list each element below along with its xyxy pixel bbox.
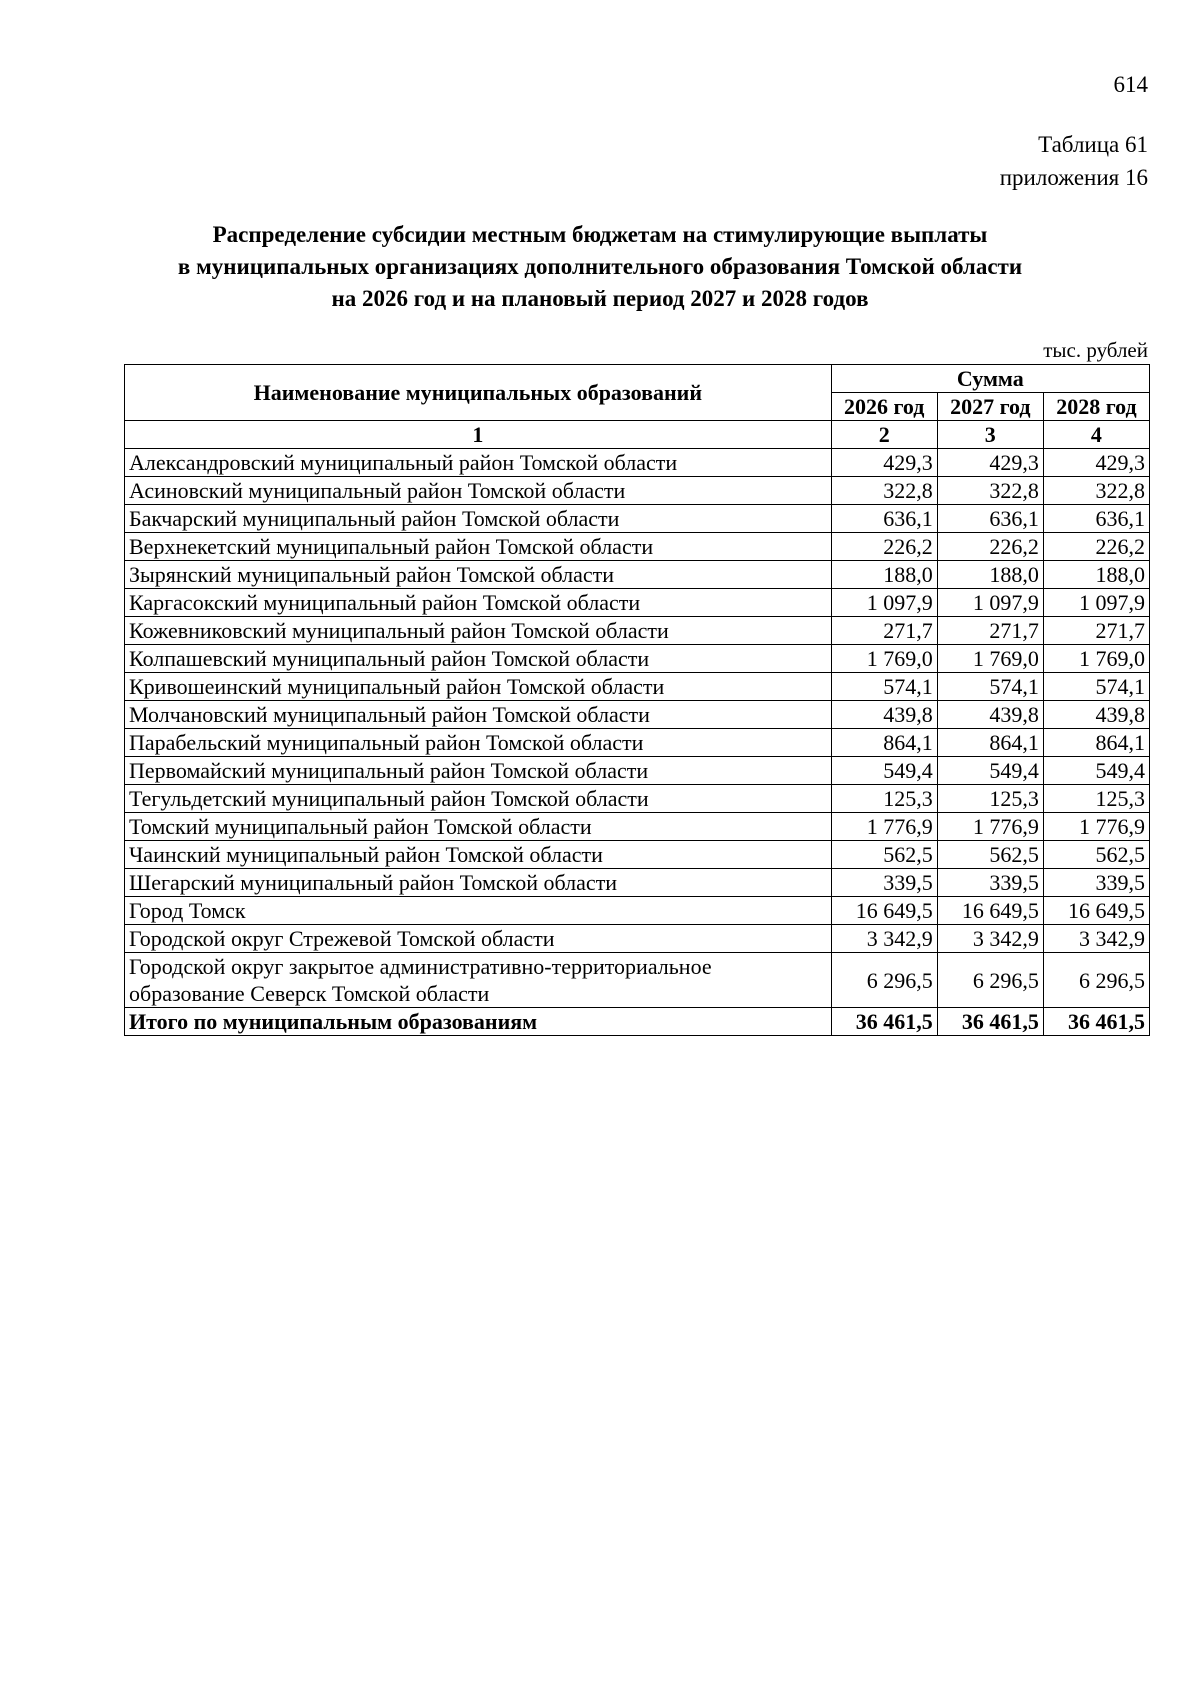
value-2028-cell: 188,0 [1043,561,1149,589]
value-2027-cell: 562,5 [937,841,1043,869]
units-label: тыс. рублей [1043,338,1148,362]
total-label-cell: Итого по муниципальным образованиям [125,1008,832,1036]
value-2027-cell: 226,2 [937,533,1043,561]
table-number: Таблица 61 [1038,132,1148,157]
value-2028-cell: 1 097,9 [1043,589,1149,617]
value-2027-cell: 636,1 [937,505,1043,533]
value-2027-cell: 3 342,9 [937,925,1043,953]
value-2027-cell: 339,5 [937,869,1043,897]
value-2028-cell: 636,1 [1043,505,1149,533]
table-row [125,673,1150,701]
value-2028-cell: 549,4 [1043,757,1149,785]
value-2027-cell: 322,8 [937,477,1043,505]
table-row [125,869,1150,897]
header-year-2026: 2026 год [831,393,937,421]
municipality-name-cell: Томский муниципальный район Томской области [125,813,832,841]
table-row [125,925,1150,953]
value-2027-cell: 6 296,5 [937,953,1043,1008]
value-2026-cell: 125,3 [831,785,937,813]
value-2027-cell: 188,0 [937,561,1043,589]
municipality-name-cell: Кривошеинский муниципальный район Томской области [125,673,832,701]
value-2028-cell: 1 769,0 [1043,645,1149,673]
title-line-1: Распределение субсидии местным бюджетам на стимулирующие выплаты [212,222,988,247]
value-2026-cell: 429,3 [831,449,937,477]
table-row [125,785,1150,813]
total-row [125,1008,1150,1036]
value-2028-cell: 16 649,5 [1043,897,1149,925]
municipality-name-cell: Верхнекетский муниципальный район Томской области [125,533,832,561]
value-2026-cell: 636,1 [831,505,937,533]
value-2026-cell: 271,7 [831,617,937,645]
value-2028-cell: 574,1 [1043,673,1149,701]
table-row [125,841,1150,869]
value-2026-cell: 322,8 [831,477,937,505]
total-2028-cell: 36 461,5 [1043,1008,1149,1036]
value-2028-cell: 322,8 [1043,477,1149,505]
value-2027-cell: 271,7 [937,617,1043,645]
municipality-name-cell: Чаинский муниципальный район Томской области [125,841,832,869]
table-row [125,505,1150,533]
value-2028-cell: 226,2 [1043,533,1149,561]
value-2026-cell: 549,4 [831,757,937,785]
municipality-name-cell: Шегарский муниципальный район Томской области [125,869,832,897]
value-2026-cell: 339,5 [831,869,937,897]
value-2026-cell: 226,2 [831,533,937,561]
table-row [125,645,1150,673]
table-row [125,729,1150,757]
subsidy-table [124,364,1150,1036]
page-number: 614 [1113,72,1148,97]
table-row [125,589,1150,617]
value-2027-cell: 1 776,9 [937,813,1043,841]
value-2026-cell: 3 342,9 [831,925,937,953]
column-number-3: 3 [937,421,1043,449]
column-number-2: 2 [831,421,937,449]
municipality-name-cell: Молчановский муниципальный район Томской области [125,701,832,729]
municipality-name-cell: Тегульдетский муниципальный район Томской области [125,785,832,813]
value-2027-cell: 1 097,9 [937,589,1043,617]
value-2026-cell: 1 776,9 [831,813,937,841]
total-2027-cell: 36 461,5 [937,1008,1043,1036]
value-2026-cell: 562,5 [831,841,937,869]
value-2028-cell: 864,1 [1043,729,1149,757]
value-2026-cell: 16 649,5 [831,897,937,925]
value-2026-cell: 574,1 [831,673,937,701]
value-2027-cell: 125,3 [937,785,1043,813]
municipality-name-cell: Кожевниковский муниципальный район Томской области [125,617,832,645]
municipality-name-cell: Бакчарский муниципальный район Томской области [125,505,832,533]
header-municipality-name: Наименование муниципальных образований [125,365,832,421]
value-2026-cell: 1 097,9 [831,589,937,617]
table-row [125,449,1150,477]
header-year-2027: 2027 год [937,393,1043,421]
table-row [125,477,1150,505]
municipality-name-cell: Городской округ Стрежевой Томской области [125,925,832,953]
municipality-name-cell: Первомайский муниципальный район Томской области [125,757,832,785]
municipality-name-cell: Колпашевский муниципальный район Томской области [125,645,832,673]
municipality-name-cell: Александровский муниципальный район Томской области [125,449,832,477]
column-number-1: 1 [125,421,832,449]
municipality-name-cell: Зырянский муниципальный район Томской области [125,561,832,589]
table-row [125,533,1150,561]
appendix-number: приложения 16 [999,165,1148,190]
value-2028-cell: 271,7 [1043,617,1149,645]
value-2028-cell: 429,3 [1043,449,1149,477]
table-row [125,617,1150,645]
value-2026-cell: 188,0 [831,561,937,589]
value-2028-cell: 562,5 [1043,841,1149,869]
header-year-2028: 2028 год [1043,393,1149,421]
title-line-3: на 2026 год и на плановый период 2027 и 2028 годов [331,286,869,311]
value-2028-cell: 1 776,9 [1043,813,1149,841]
value-2026-cell: 439,8 [831,701,937,729]
value-2027-cell: 1 769,0 [937,645,1043,673]
column-number-4: 4 [1043,421,1149,449]
value-2027-cell: 429,3 [937,449,1043,477]
value-2026-cell: 6 296,5 [831,953,937,1008]
document-title [0,219,1200,315]
value-2027-cell: 864,1 [937,729,1043,757]
table-row [125,813,1150,841]
municipality-name-cell: Каргасокский муниципальный район Томской области [125,589,832,617]
municipality-name-cell: Городской округ закрытое административно-территориальное образование Северск Томской области [125,953,832,1008]
title-line-2: в муниципальных организациях дополнительного образования Томской области [177,254,1023,279]
table-row [125,701,1150,729]
header-sum: Сумма [831,365,1149,393]
value-2027-cell: 549,4 [937,757,1043,785]
table-row [125,757,1150,785]
municipality-name-cell: Парабельский муниципальный район Томской области [125,729,832,757]
table-body [125,449,1150,1036]
value-2026-cell: 1 769,0 [831,645,937,673]
table-row [125,897,1150,925]
value-2028-cell: 125,3 [1043,785,1149,813]
value-2028-cell: 439,8 [1043,701,1149,729]
value-2028-cell: 6 296,5 [1043,953,1149,1008]
value-2027-cell: 16 649,5 [937,897,1043,925]
value-2027-cell: 439,8 [937,701,1043,729]
table-row [125,561,1150,589]
table-row [125,953,1150,1008]
value-2028-cell: 339,5 [1043,869,1149,897]
municipality-name-cell: Город Томск [125,897,832,925]
value-2026-cell: 864,1 [831,729,937,757]
table-reference [1000,128,1148,194]
total-2026-cell: 36 461,5 [831,1008,937,1036]
value-2028-cell: 3 342,9 [1043,925,1149,953]
municipality-name-cell: Асиновский муниципальный район Томской области [125,477,832,505]
value-2027-cell: 574,1 [937,673,1043,701]
